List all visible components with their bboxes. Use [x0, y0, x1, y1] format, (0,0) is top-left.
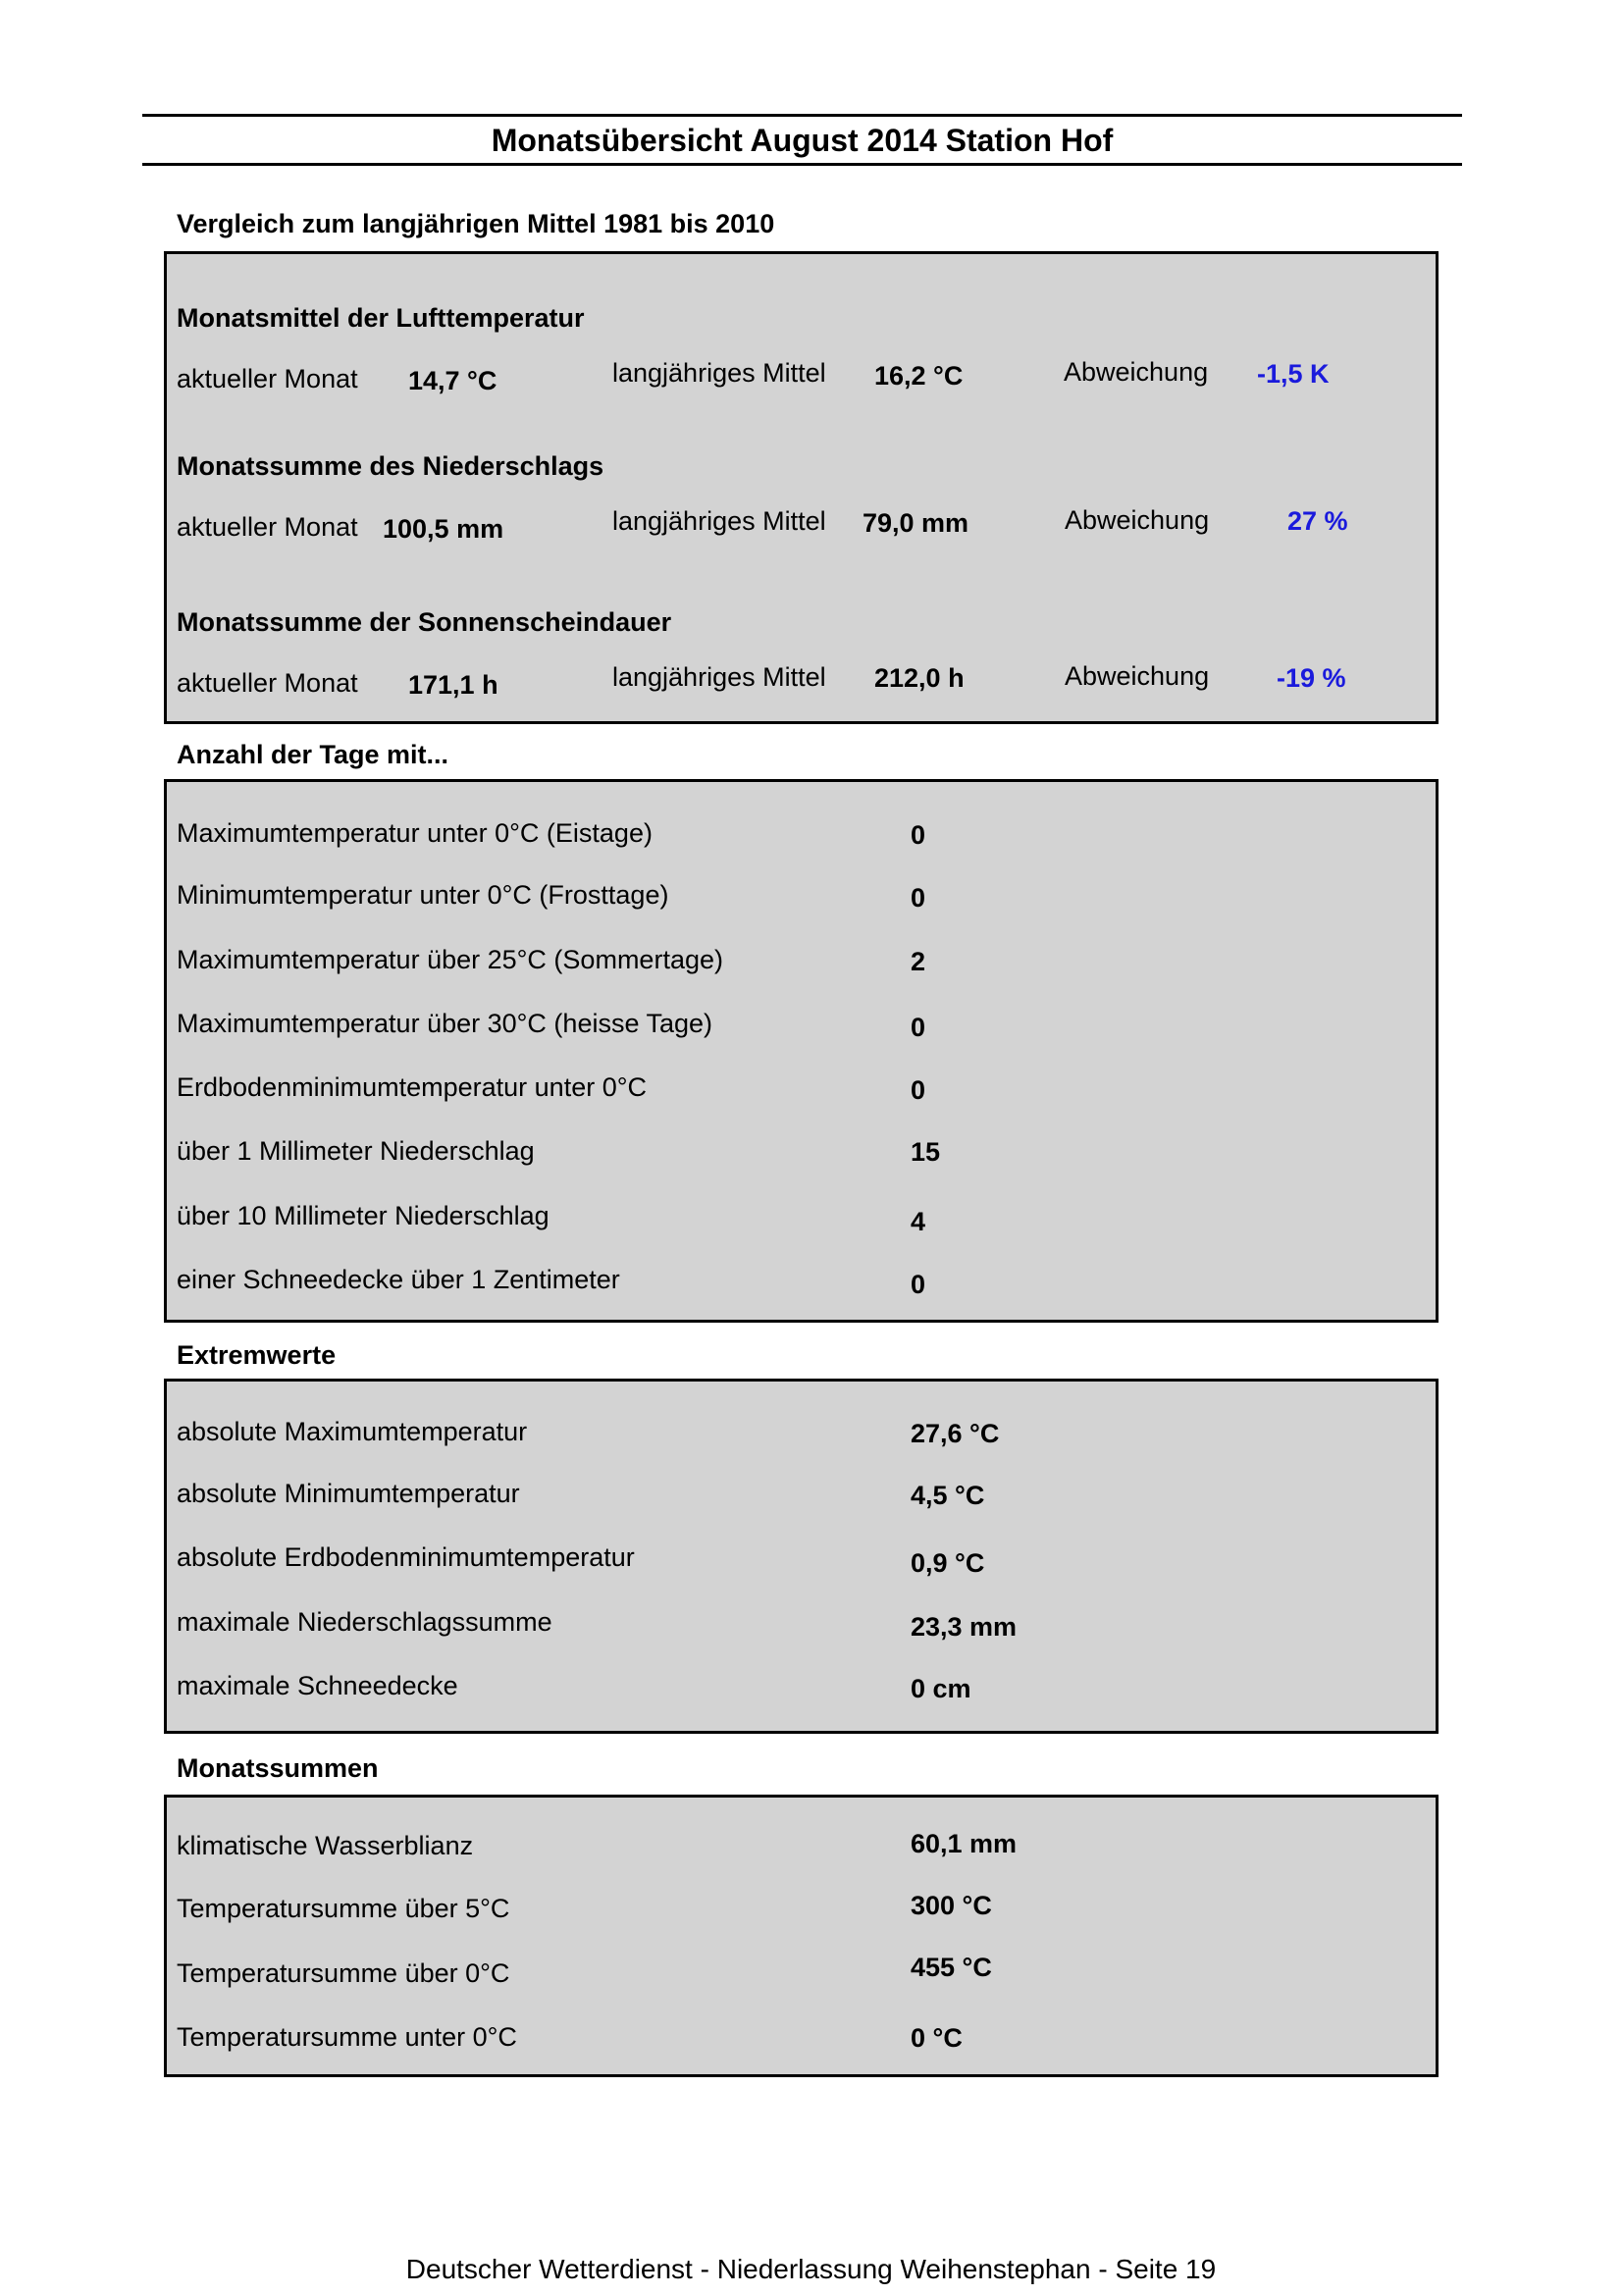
sunshine-deviation-value: -19 % — [1277, 663, 1346, 693]
extremes-row-label: absolute Minimumtemperatur — [177, 1479, 520, 1508]
days-row-label: Minimumtemperatur unter 0°C (Frosttage) — [177, 880, 669, 910]
sunshine-group-heading: Monatssumme der Sonnenscheindauer — [177, 607, 672, 637]
sums-row-value: 455 °C — [911, 1953, 992, 1982]
days-row-label: einer Schneedecke über 1 Zentimeter — [177, 1265, 620, 1294]
sums-row-value: 60,1 mm — [911, 1829, 1018, 1858]
temperature-current-label: aktueller Monat — [177, 364, 358, 393]
precipitation-group-heading: Monatssumme des Niederschlags — [177, 451, 604, 481]
sums-row-label: Temperatursumme über 5°C — [177, 1894, 510, 1923]
days-row-label: Maximumtemperatur über 25°C (Sommertage) — [177, 945, 723, 974]
days-row-value: 0 — [911, 1075, 926, 1105]
title-rule-bottom — [142, 163, 1462, 166]
days-row-value: 15 — [911, 1137, 941, 1167]
extremes-row-label: absolute Erdbodenminimumtemperatur — [177, 1542, 635, 1572]
sums-row-value: 0 °C — [911, 2023, 963, 2053]
days-heading: Anzahl der Tage mit... — [177, 740, 449, 769]
days-row-label: Maximumtemperatur unter 0°C (Eistage) — [177, 818, 653, 848]
extremes-row-label: absolute Maximumtemperatur — [177, 1417, 528, 1446]
sunshine-current-label: aktueller Monat — [177, 668, 358, 698]
days-row-value: 0 — [911, 883, 926, 913]
title-rule-top — [142, 114, 1462, 117]
sums-row-label: Temperatursumme unter 0°C — [177, 2022, 517, 2052]
extremes-row-value: 4,5 °C — [911, 1481, 985, 1510]
sunshine-current-value: 171,1 h — [408, 670, 498, 700]
temperature-mean-label: langjähriges Mittel — [612, 358, 826, 388]
temperature-deviation-value: -1,5 K — [1257, 359, 1330, 389]
temperature-deviation-label: Abweichung — [1064, 357, 1209, 387]
extremes-row-label: maximale Niederschlagssumme — [177, 1607, 552, 1637]
precipitation-deviation-value: 27 % — [1287, 506, 1348, 536]
sums-row-label: klimatische Wasserblianz — [177, 1831, 474, 1860]
days-row-label: über 1 Millimeter Niederschlag — [177, 1136, 535, 1166]
days-row-label: Erdbodenminimumtemperatur unter 0°C — [177, 1072, 648, 1102]
page-footer: Deutscher Wetterdienst - Niederlassung Weihenstephan - Seite 19 — [405, 2254, 1217, 2284]
extremes-row-value: 0,9 °C — [911, 1548, 985, 1578]
precipitation-mean-label: langjähriges Mittel — [612, 506, 826, 536]
extremes-row-value: 0 cm — [911, 1674, 971, 1703]
extremes-row-value: 23,3 mm — [911, 1612, 1018, 1642]
precipitation-current-value: 100,5 mm — [383, 514, 504, 544]
precipitation-deviation-label: Abweichung — [1065, 505, 1210, 535]
days-row-value: 0 — [911, 1270, 926, 1299]
page-title: Monatsübersicht August 2014 Station Hof — [491, 123, 1114, 158]
comparison-heading: Vergleich zum langjährigen Mittel 1981 bis 2010 — [177, 209, 775, 238]
days-row-value: 0 — [911, 1013, 926, 1042]
days-row-value: 2 — [911, 947, 926, 976]
extremes-row-value: 27,6 °C — [911, 1419, 1000, 1448]
days-row-label: über 10 Millimeter Niederschlag — [177, 1201, 549, 1230]
temperature-current-value: 14,7 °C — [408, 366, 497, 395]
precipitation-current-label: aktueller Monat — [177, 512, 358, 542]
extremes-row-label: maximale Schneedecke — [177, 1671, 458, 1700]
precipitation-mean-value: 79,0 mm — [863, 508, 969, 538]
days-row-label: Maximumtemperatur über 30°C (heisse Tage) — [177, 1009, 713, 1038]
sums-row-value: 300 °C — [911, 1891, 992, 1920]
sunshine-mean-value: 212,0 h — [874, 663, 965, 693]
sunshine-mean-label: langjähriges Mittel — [612, 662, 826, 692]
sunshine-deviation-label: Abweichung — [1065, 661, 1210, 691]
extremes-heading: Extremwerte — [177, 1340, 337, 1370]
sums-heading: Monatssummen — [177, 1753, 379, 1783]
days-panel — [164, 779, 1439, 1323]
temperature-mean-value: 16,2 °C — [874, 361, 964, 391]
sums-row-label: Temperatursumme über 0°C — [177, 1958, 510, 1988]
temperature-group-heading: Monatsmittel der Lufttemperatur — [177, 303, 585, 333]
days-row-value: 4 — [911, 1207, 926, 1236]
days-row-value: 0 — [911, 820, 926, 850]
